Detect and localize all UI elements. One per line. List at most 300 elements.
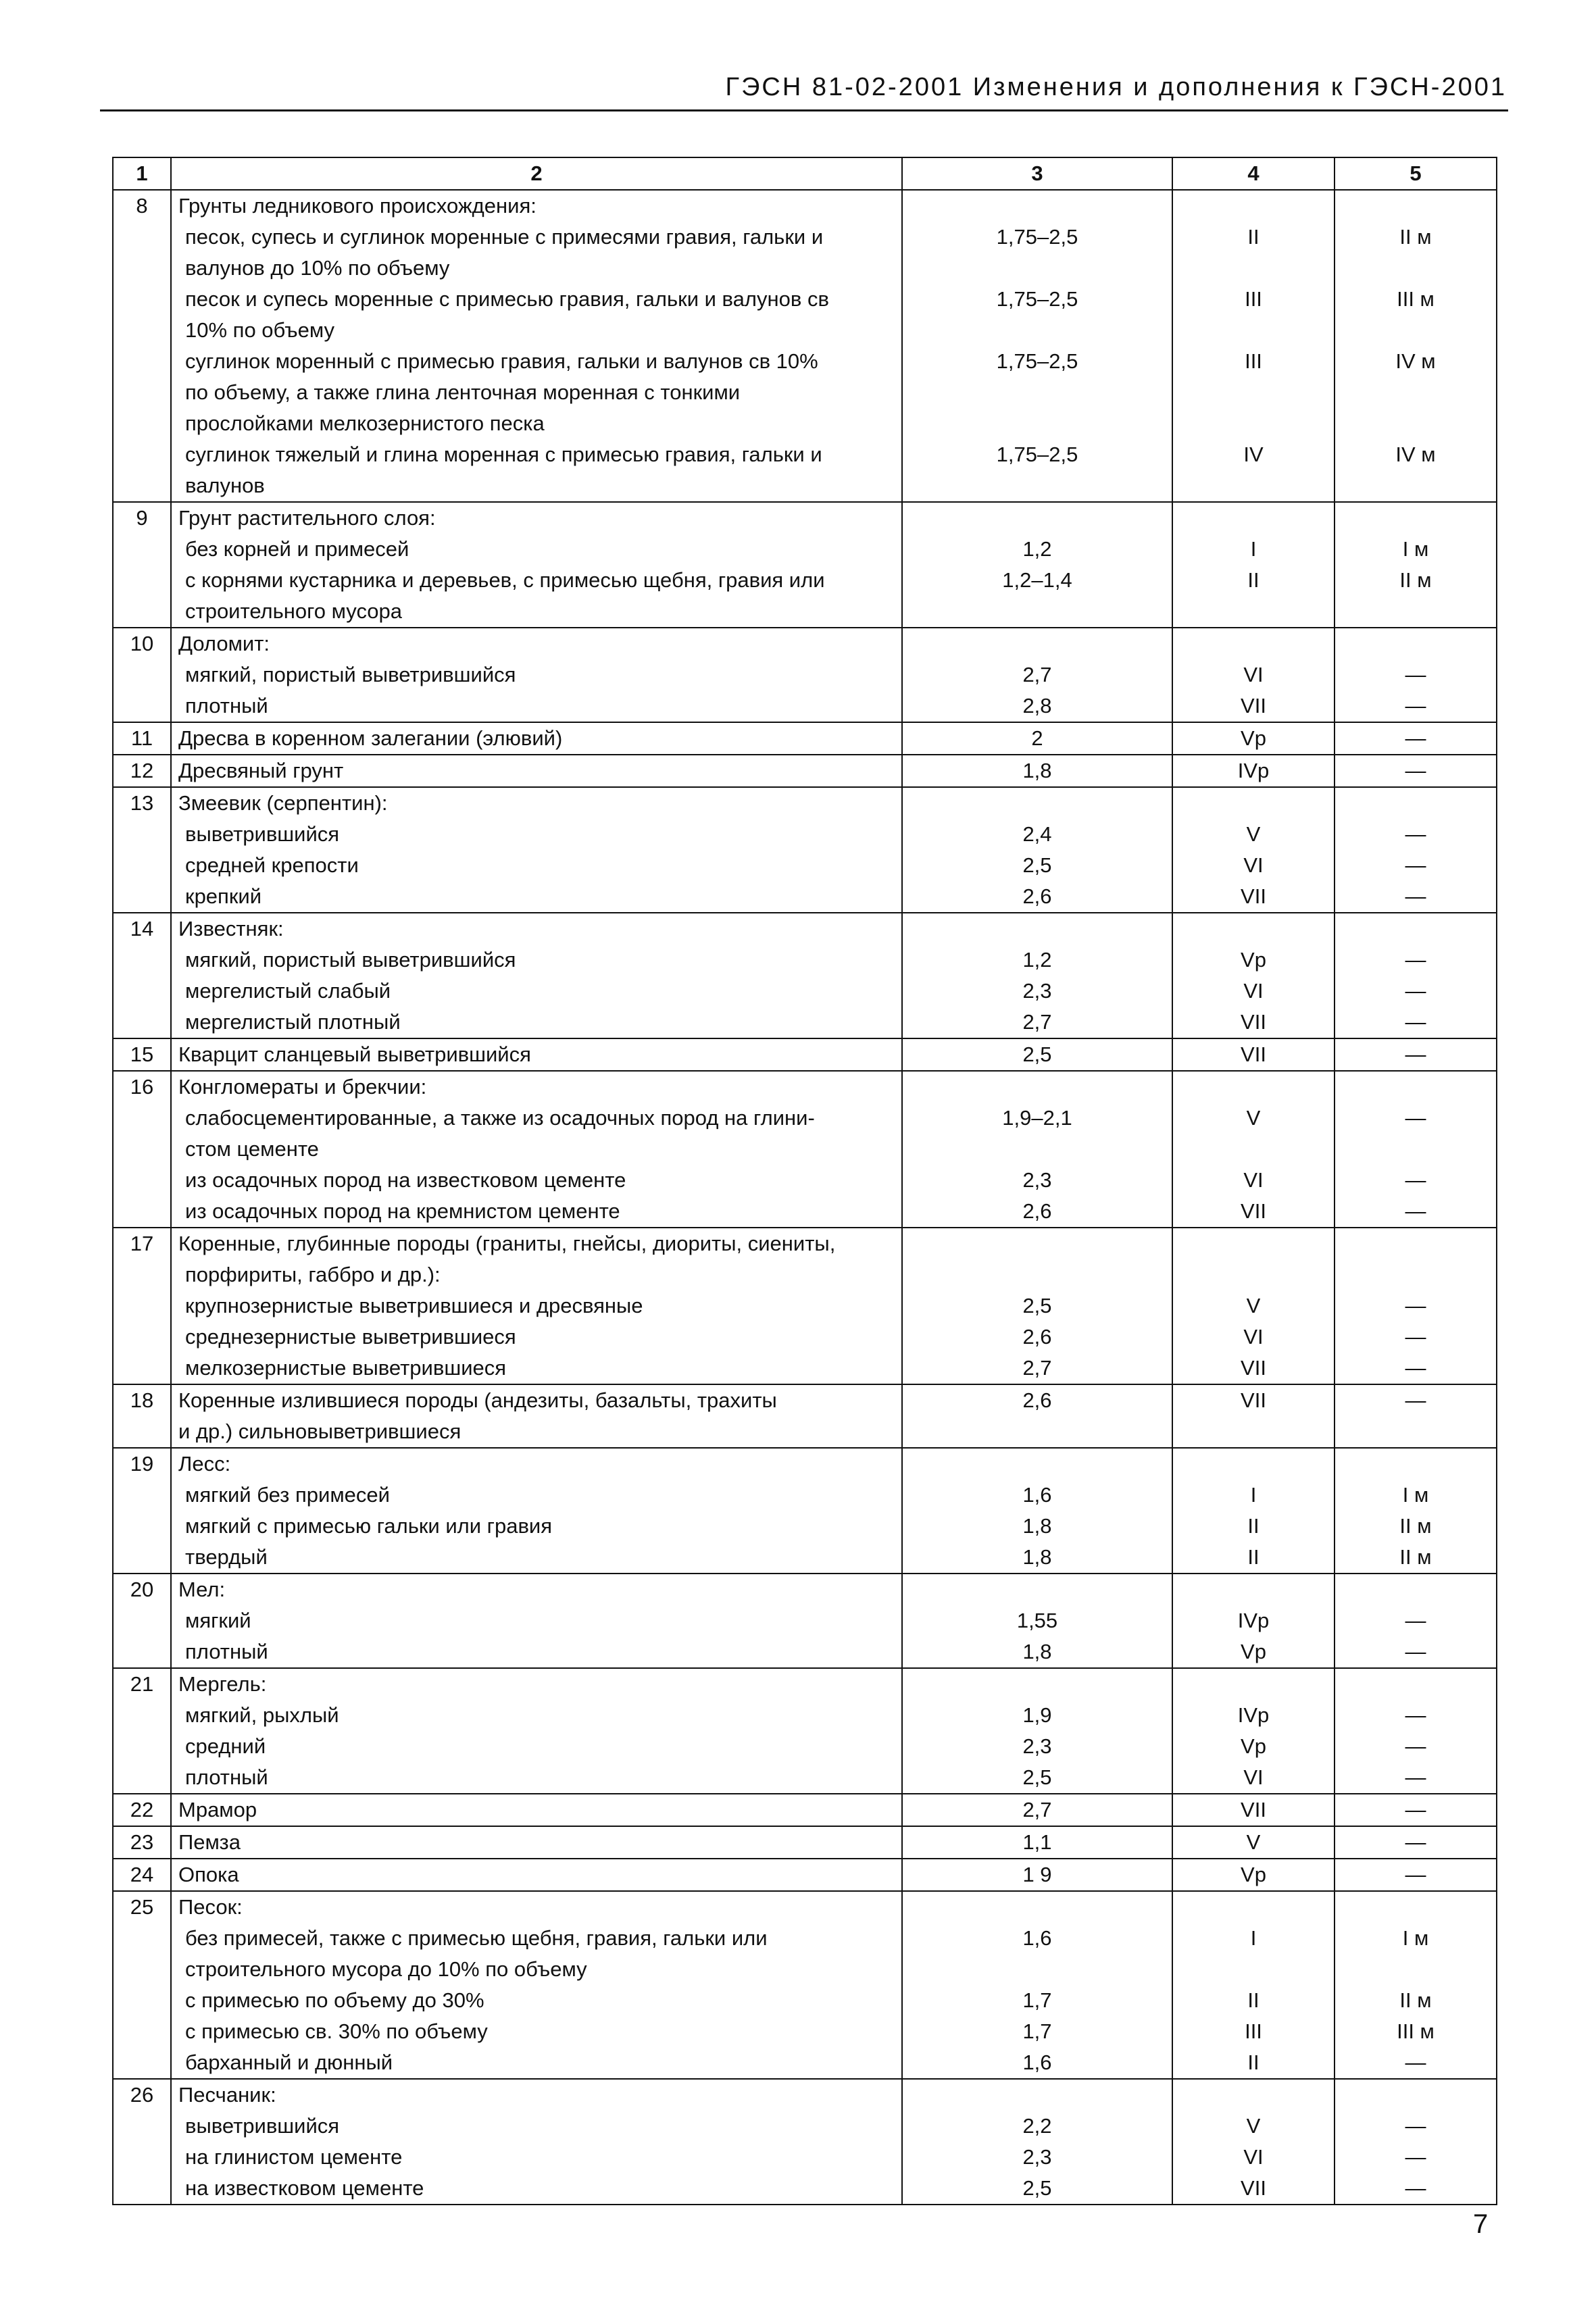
row-group-m: IV м [1335,346,1497,377]
row-group: I [1172,534,1335,565]
row-group: I [1172,1923,1335,1954]
row-density: 2,8 [902,690,1172,722]
row-group: VI [1172,1165,1335,1196]
row-description: без примесей, также с примесью щебня, гравия, гальки или [171,1923,902,1954]
row-density: 2,7 [902,659,1172,690]
row-group-m: — [1335,722,1497,755]
table-row [113,1636,1497,1668]
row-description: крупнозернистые выветрившиеся и дресвяные [171,1290,902,1322]
row-group-m: — [1335,881,1497,913]
row-number [113,1416,171,1448]
table-row [113,1071,1497,1103]
row-group-m: — [1335,1353,1497,1384]
row-group-m [1335,470,1497,502]
table-row [113,1700,1497,1731]
row-group-m: — [1335,850,1497,881]
row-number [113,1636,171,1668]
row-group-m [1335,253,1497,284]
row-description: Змеевик (серпентин): [171,787,902,819]
row-density [902,1448,1172,1480]
row-group: VII [1172,1007,1335,1038]
table-row [113,850,1497,881]
table-row [113,913,1497,945]
row-group-m: II м [1335,565,1497,596]
row-density: 1,2 [902,534,1172,565]
row-group-m: — [1335,659,1497,690]
row-number [113,346,171,377]
row-group-m [1335,1071,1497,1103]
row-density: 1,9 [902,1700,1172,1731]
row-density: 2,5 [902,1038,1172,1071]
row-group: II [1172,222,1335,253]
row-group: VI [1172,659,1335,690]
row-group-m: — [1335,1859,1497,1891]
row-density: 1,8 [902,1511,1172,1542]
row-description: суглинок моренный с примесью гравия, гальки и валунов св 10% [171,346,902,377]
row-group-m: — [1335,1700,1497,1731]
row-density: 2,5 [902,850,1172,881]
row-group: V [1172,819,1335,850]
row-group-m [1335,190,1497,222]
row-group-m: III м [1335,2016,1497,2047]
row-density: 2,5 [902,2173,1172,2205]
row-group-m: IV м [1335,439,1497,470]
row-description: строительного мусора до 10% по объему [171,1954,902,1985]
row-group-m [1335,787,1497,819]
row-description: прослойками мелкозернистого песка [171,408,902,439]
row-description: песок и супесь моренные с примесью гравия, гальки и валунов св [171,284,902,315]
row-number [113,1290,171,1322]
row-number: 10 [113,628,171,659]
row-description: мягкий с примесью гальки или гравия [171,1511,902,1542]
table-row [113,1762,1497,1794]
header-rule [100,109,1508,111]
row-group-m: I м [1335,1480,1497,1511]
row-number [113,565,171,596]
table-row [113,1228,1497,1259]
row-group-m: I м [1335,534,1497,565]
row-density: 2,4 [902,819,1172,850]
row-number [113,1923,171,1954]
row-density [902,628,1172,659]
row-density: 2,3 [902,2142,1172,2173]
row-group [1172,1668,1335,1700]
row-group-m: — [1335,1290,1497,1322]
row-number [113,1700,171,1731]
table-row [113,2079,1497,2111]
row-density: 1,7 [902,2016,1172,2047]
table-row [113,1134,1497,1165]
row-description: Пемза [171,1826,902,1859]
row-description: средний [171,1731,902,1762]
table-row [113,1384,1497,1416]
row-number: 21 [113,1668,171,1700]
row-group: IVр [1172,1700,1335,1731]
row-number [113,2142,171,2173]
row-number [113,253,171,284]
row-description: барханный и дюнный [171,2047,902,2079]
row-density: 2,3 [902,1165,1172,1196]
row-description: мелкозернистые выветрившиеся [171,1353,902,1384]
row-density: 1,6 [902,1923,1172,1954]
row-group [1172,1891,1335,1923]
row-group-m: II м [1335,1542,1497,1574]
row-description: 10% по объему [171,315,902,346]
row-density: 2,7 [902,1353,1172,1384]
row-description: с примесью св. 30% по объему [171,2016,902,2047]
row-description: валунов до 10% по объему [171,253,902,284]
row-density [902,315,1172,346]
row-group-m [1335,408,1497,439]
row-group-m [1335,1448,1497,1480]
table-header-row [113,157,1497,190]
row-density [902,596,1172,628]
table-row [113,1826,1497,1859]
table-row [113,1859,1497,1891]
table-row [113,1259,1497,1290]
row-number: 25 [113,1891,171,1923]
row-density: 1,7 [902,1985,1172,2016]
row-density [902,1668,1172,1700]
row-number: 26 [113,2079,171,2111]
row-number [113,470,171,502]
row-number: 22 [113,1794,171,1826]
row-number: 20 [113,1574,171,1605]
row-group: VI [1172,1322,1335,1353]
row-number: 19 [113,1448,171,1480]
row-group: I [1172,1480,1335,1511]
table-row [113,565,1497,596]
row-density: 1 9 [902,1859,1172,1891]
row-density [902,253,1172,284]
row-group: VII [1172,881,1335,913]
column-header-5: 5 [1335,157,1497,190]
row-group-m [1335,913,1497,945]
row-group: IVр [1172,1605,1335,1636]
row-group-m: — [1335,755,1497,787]
table-row [113,377,1497,408]
row-description: из осадочных пород на известковом цементе [171,1165,902,1196]
row-density: 2,5 [902,1290,1172,1322]
row-description: Известняк: [171,913,902,945]
table-row [113,1985,1497,2016]
row-number [113,315,171,346]
row-density [902,1574,1172,1605]
row-group-m [1335,628,1497,659]
row-density: 1,2 [902,945,1172,976]
row-description: суглинок тяжелый и глина моренная с примесью гравия, гальки и [171,439,902,470]
row-number [113,222,171,253]
row-group-m: — [1335,1826,1497,1859]
row-density [902,1259,1172,1290]
row-group [1172,1448,1335,1480]
row-description: среднезернистые выветрившиеся [171,1322,902,1353]
table-row [113,1448,1497,1480]
row-group-m: — [1335,976,1497,1007]
row-description: без корней и примесей [171,534,902,565]
table-row [113,470,1497,502]
table-row [113,1668,1497,1700]
row-group-m: — [1335,1007,1497,1038]
table-row [113,284,1497,315]
row-density: 2 [902,722,1172,755]
table-row [113,1605,1497,1636]
row-number [113,1259,171,1290]
row-group [1172,315,1335,346]
row-number: 16 [113,1071,171,1103]
row-density [902,2079,1172,2111]
table-row [113,1731,1497,1762]
row-number: 14 [113,913,171,945]
row-density [902,913,1172,945]
row-description: на известковом цементе [171,2173,902,2205]
table-row [113,408,1497,439]
row-group [1172,1259,1335,1290]
row-group: III [1172,2016,1335,2047]
row-number [113,439,171,470]
row-group-m: — [1335,1322,1497,1353]
row-group: II [1172,2047,1335,2079]
row-description: плотный [171,690,902,722]
row-group: VII [1172,1353,1335,1384]
row-number [113,2173,171,2205]
page-number: 7 [1473,2209,1489,2239]
row-density: 1,55 [902,1605,1172,1636]
row-number [113,945,171,976]
row-density: 1,75–2,5 [902,439,1172,470]
row-group [1172,190,1335,222]
row-description: Песчаник: [171,2079,902,2111]
table-row [113,1794,1497,1826]
table-row [113,1954,1497,1985]
row-group-m: — [1335,1731,1497,1762]
row-group: V [1172,1826,1335,1859]
row-group-m [1335,1259,1497,1290]
row-number [113,2016,171,2047]
row-group-m: — [1335,1165,1497,1196]
row-density: 2,7 [902,1007,1172,1038]
row-number [113,1511,171,1542]
table-row [113,315,1497,346]
running-header: ГЭСН 81-02-2001 Изменения и дополнения к ГЭСН-2001 [725,73,1507,101]
row-density: 2,6 [902,1384,1172,1416]
row-description: с примесью по объему до 30% [171,1985,902,2016]
row-number: 23 [113,1826,171,1859]
row-density: 2,6 [902,881,1172,913]
row-group-m: III м [1335,284,1497,315]
row-description: мергелистый слабый [171,976,902,1007]
table-row [113,1923,1497,1954]
row-group: VI [1172,850,1335,881]
row-number: 13 [113,787,171,819]
table-row [113,190,1497,222]
row-description: по объему, а также глина ленточная моренная с тонкими [171,377,902,408]
row-number [113,1103,171,1134]
row-group: V [1172,2111,1335,2142]
row-description: Грунты ледникового происхождения: [171,190,902,222]
row-density: 1,75–2,5 [902,284,1172,315]
row-density: 1,2–1,4 [902,565,1172,596]
row-density [902,1954,1172,1985]
row-number [113,2111,171,2142]
row-group-m [1335,596,1497,628]
row-description: твердый [171,1542,902,1574]
row-group-m: — [1335,2111,1497,2142]
row-density [902,408,1172,439]
table-row [113,2111,1497,2142]
row-number: 17 [113,1228,171,1259]
row-group [1172,1071,1335,1103]
row-group-m: — [1335,2173,1497,2205]
row-density [902,470,1172,502]
table-row [113,1007,1497,1038]
row-description: Опока [171,1859,902,1891]
table-row [113,2173,1497,2205]
row-number [113,284,171,315]
row-number [113,881,171,913]
row-group [1172,470,1335,502]
row-group-m: — [1335,1384,1497,1416]
row-group [1172,377,1335,408]
row-density [902,502,1172,534]
row-group-m: — [1335,1196,1497,1228]
row-number: 9 [113,502,171,534]
row-description: на глинистом цементе [171,2142,902,2173]
row-density: 1,9–2,1 [902,1103,1172,1134]
row-density: 2,5 [902,1762,1172,1794]
row-density: 1,8 [902,1636,1172,1668]
row-description: плотный [171,1636,902,1668]
column-header-3: 3 [902,157,1172,190]
table-row [113,2016,1497,2047]
row-number [113,1007,171,1038]
column-header-4: 4 [1172,157,1335,190]
row-group: Vр [1172,1636,1335,1668]
row-group: VII [1172,1196,1335,1228]
row-density: 2,3 [902,1731,1172,1762]
row-number [113,659,171,690]
row-description: Кварцит сланцевый выветрившийся [171,1038,902,1071]
row-density [902,787,1172,819]
soil-classification-table [112,157,1497,2205]
row-group [1172,502,1335,534]
row-group [1172,1574,1335,1605]
row-description: Дресва в коренном залегании (элювий) [171,722,902,755]
row-density: 2,6 [902,1196,1172,1228]
table-row [113,659,1497,690]
row-group-m: — [1335,1605,1497,1636]
table-row [113,253,1497,284]
row-description: стом цементе [171,1134,902,1165]
table-row [113,881,1497,913]
row-group: IVр [1172,755,1335,787]
row-number [113,1605,171,1636]
row-group-m [1335,315,1497,346]
row-group [1172,1228,1335,1259]
row-number: 24 [113,1859,171,1891]
table-row [113,1038,1497,1071]
row-group: VI [1172,1762,1335,1794]
row-density: 1,6 [902,2047,1172,2079]
row-group [1172,913,1335,945]
row-group: III [1172,346,1335,377]
column-header-2: 2 [171,157,902,190]
row-description: Мрамор [171,1794,902,1826]
table-row [113,534,1497,565]
row-number: 15 [113,1038,171,1071]
row-description: мягкий, пористый выветрившийся [171,659,902,690]
row-number [113,1480,171,1511]
row-group [1172,628,1335,659]
row-number [113,1134,171,1165]
row-description: с корнями кустарника и деревьев, с примесью щебня, гравия или [171,565,902,596]
row-density: 2,3 [902,976,1172,1007]
row-description: Мел: [171,1574,902,1605]
row-description: Мергель: [171,1668,902,1700]
row-density [902,1228,1172,1259]
row-group-m: — [1335,1794,1497,1826]
row-description: выветрившийся [171,2111,902,2142]
row-number [113,1322,171,1353]
row-description: мягкий без примесей [171,1480,902,1511]
row-description: порфириты, габбро и др.): [171,1259,902,1290]
row-group: Vр [1172,1859,1335,1891]
row-group-m [1335,1228,1497,1259]
row-number [113,976,171,1007]
row-density [902,1416,1172,1448]
row-number: 8 [113,190,171,222]
row-density: 1,8 [902,1542,1172,1574]
row-group: VII [1172,690,1335,722]
row-density: 2,6 [902,1322,1172,1353]
column-header-1: 1 [113,157,171,190]
row-group [1172,787,1335,819]
row-group-m [1335,1416,1497,1448]
table-row [113,1165,1497,1196]
row-description: Грунт растительного слоя: [171,502,902,534]
row-number [113,1985,171,2016]
row-group-m: II м [1335,1985,1497,2016]
row-group: Vр [1172,1731,1335,1762]
table-row [113,502,1497,534]
row-density: 1,75–2,5 [902,346,1172,377]
row-group: II [1172,1985,1335,2016]
row-group-m [1335,377,1497,408]
row-number [113,377,171,408]
row-group-m [1335,1574,1497,1605]
row-description: плотный [171,1762,902,1794]
row-group-m: — [1335,1103,1497,1134]
table-row [113,1511,1497,1542]
row-description: мергелистый плотный [171,1007,902,1038]
row-group-m [1335,502,1497,534]
table-row [113,976,1497,1007]
table-row [113,596,1497,628]
row-description: Коренные, глубинные породы (граниты, гнейсы, диориты, сиениты, [171,1228,902,1259]
row-density [902,1071,1172,1103]
row-density: 2,7 [902,1794,1172,1826]
table-row [113,1322,1497,1353]
table-body [113,190,1497,2205]
row-density: 1,8 [902,755,1172,787]
row-number [113,1165,171,1196]
row-description: слабосцементированные, а также из осадочных пород на глини- [171,1103,902,1134]
row-number [113,1954,171,1985]
table-row [113,628,1497,659]
row-group: VII [1172,1038,1335,1071]
row-number [113,1353,171,1384]
row-number [113,1196,171,1228]
